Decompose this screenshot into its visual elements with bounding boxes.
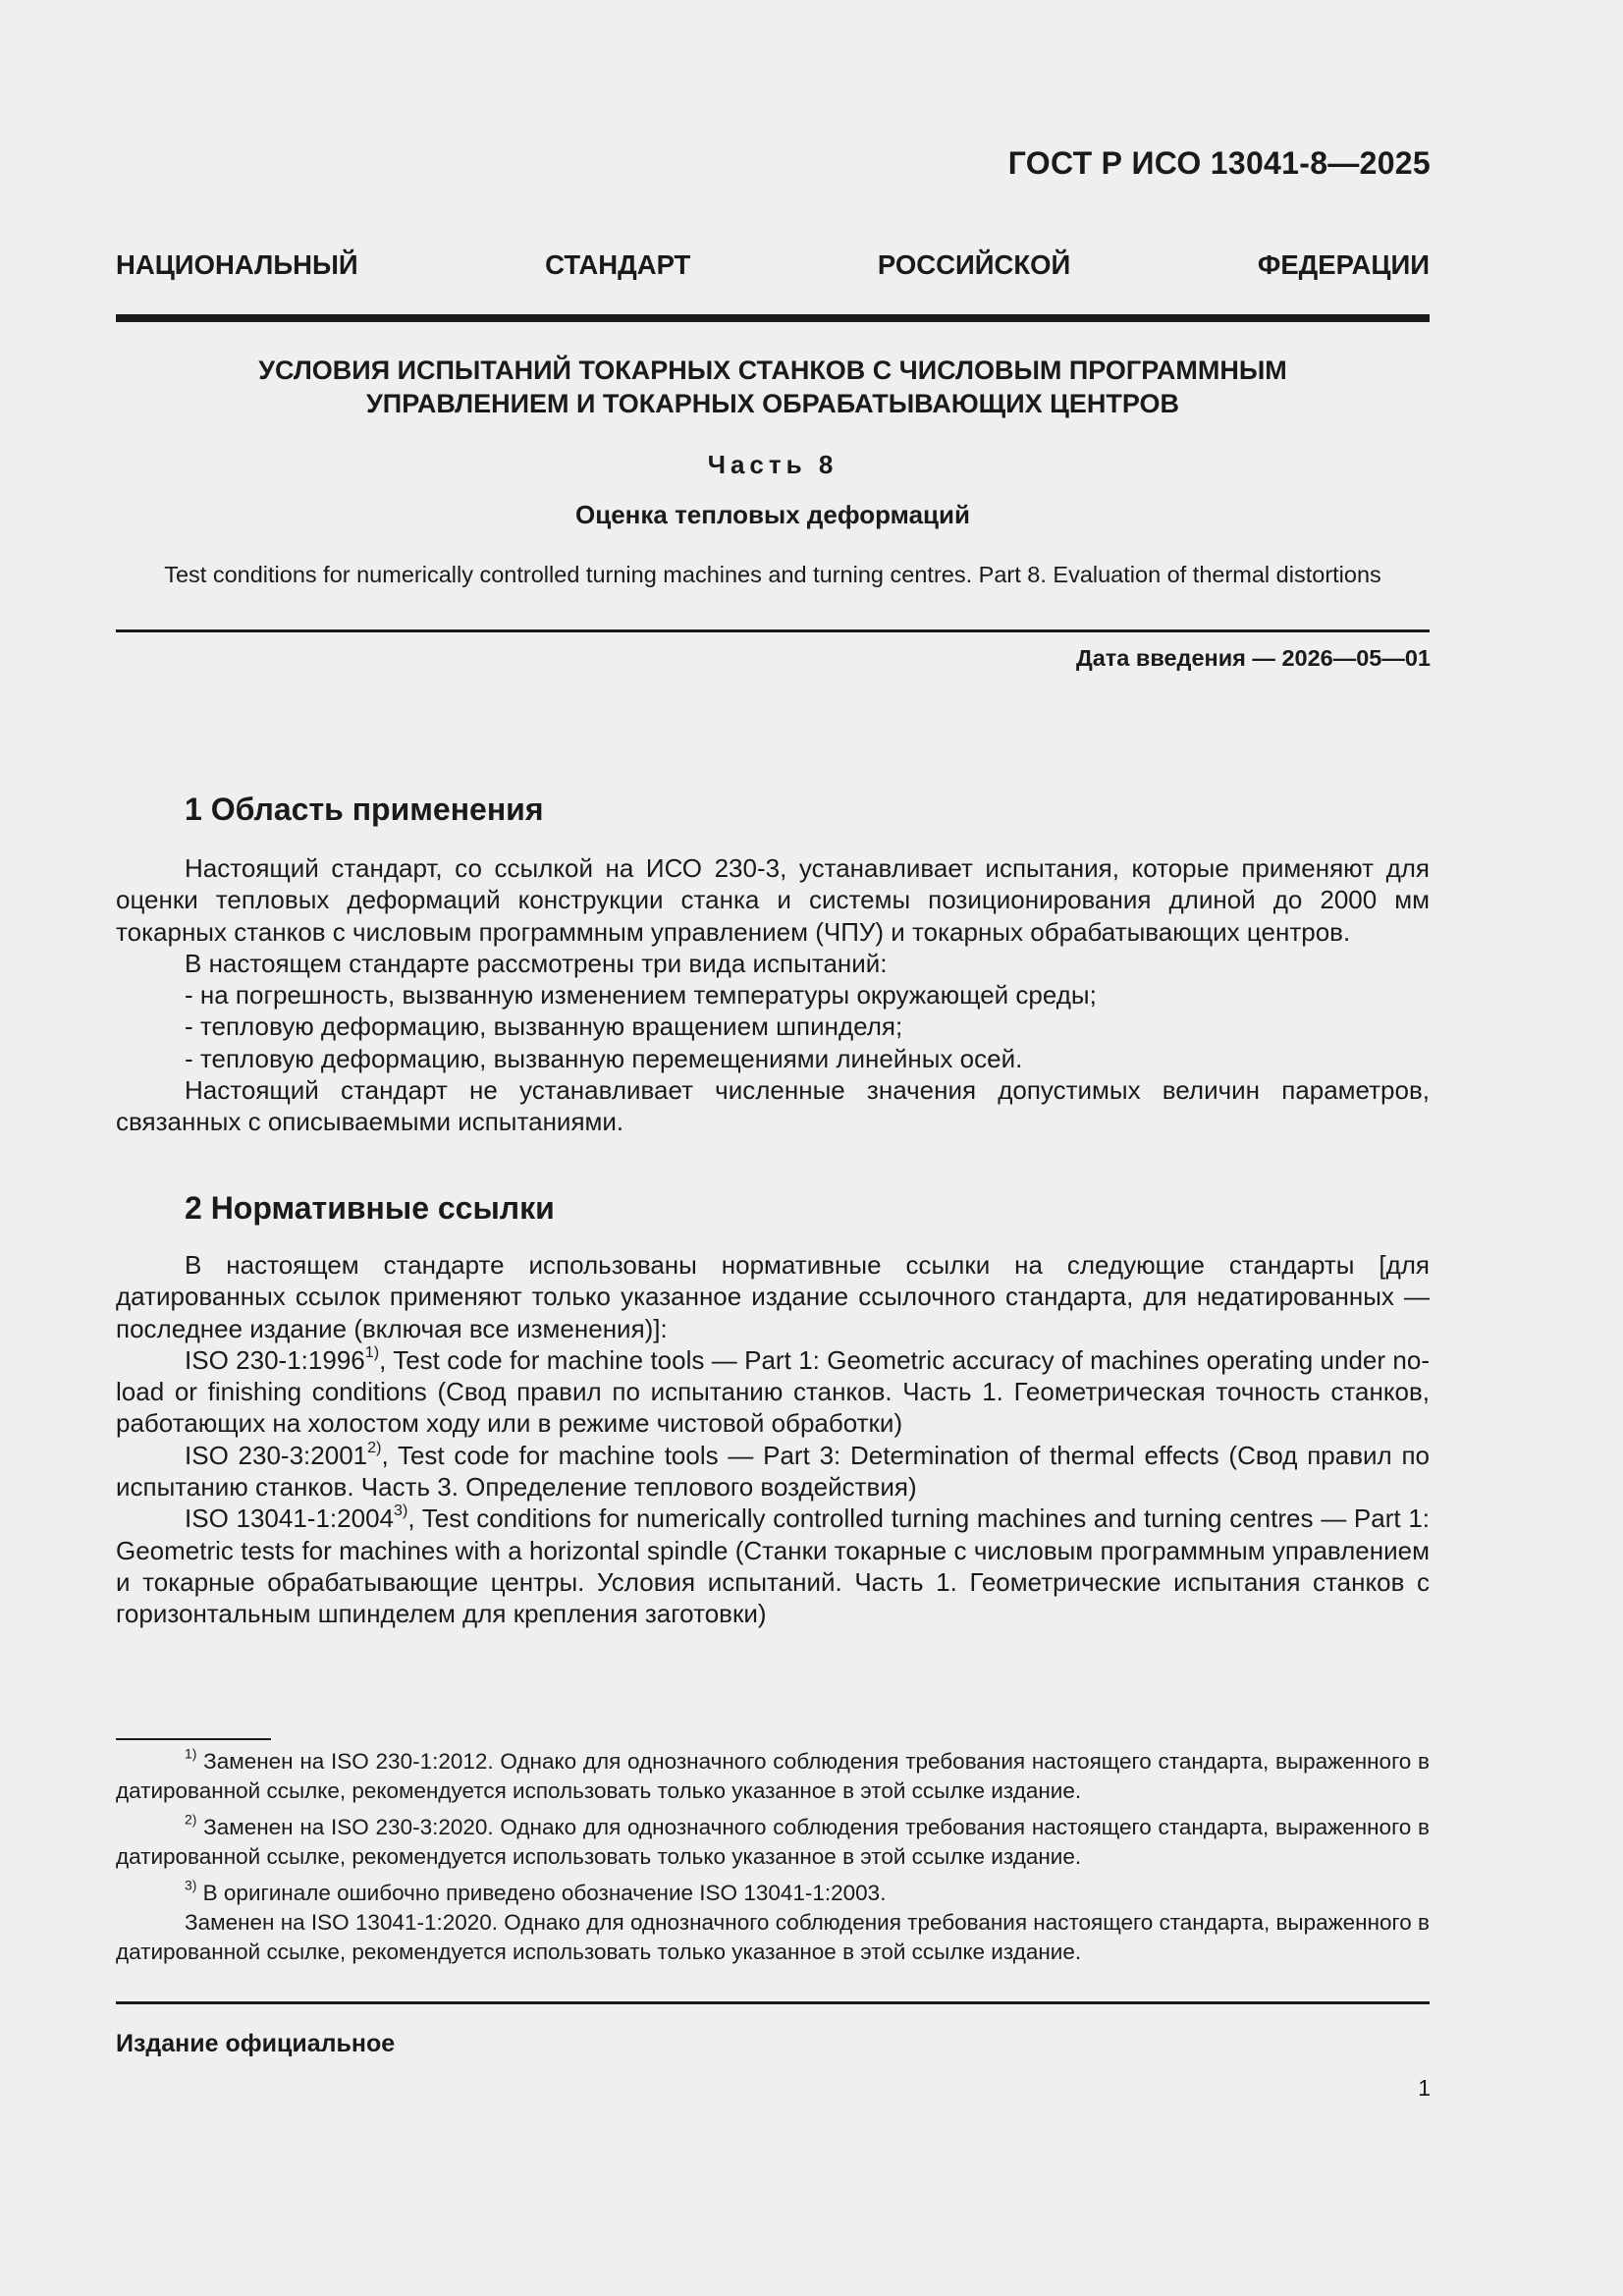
reference-entry (116, 1440, 1430, 1503)
footnote-continuation (116, 1908, 1430, 1967)
footnote-text: Заменен на ISO 13041-1:2020. Однако для однозначного соблюдения требования настоящего стандарта, выраженного в датированной ссылке, рекомендуется использовать только указанное в этой ссылке издание. (116, 1910, 1430, 1964)
reference-text: , Test conditions for numerically controlled turning machines and turning centres — Part 1: Geometric tests for machines with a horizontal spindle (Станки токарные с числовым программным управлением и токарные обрабатывающие центры. Условия испытаний. Часть 1. Геометрические испытания станков с горизонтальным шпинделем для крепления заготовки) (116, 1503, 1431, 1629)
document-number: ГОСТ Р ИСО 13041-8—2025 (1007, 145, 1431, 181)
reference-text: , Test code for machine tools — Part 1: Geometric accuracy of machines operating under no-load or finishing conditions (Свод правил по испытанию станков. Часть 1. Геометрическая точность станков, работающих на холостом ходу или в режиме чистовой обработки) (116, 1344, 1430, 1439)
section-1-paragraph: Настоящий стандарт не устанавливает численные значения допустимых величин параметров, связанных с описываемыми испытаниями. (116, 1075, 1430, 1137)
reference-text: , Test code for machine tools — Part 3: Determination of thermal effects (Свод правил по испытанию станков. Часть 3. Определение теплового воздействия) (116, 1440, 1430, 1503)
header-divider (116, 314, 1430, 322)
official-edition-label: Издание официальное (116, 2030, 396, 2057)
list-item: - тепловую деформацию, вызванную перемещениями линейных осей. (185, 1043, 1023, 1073)
reference-entry (116, 1503, 1430, 1629)
part-label: Часть 8 (707, 450, 839, 479)
section-1-paragraph: В настоящем стандарте рассмотрены три вида испытаний: (185, 948, 888, 978)
title-line-1: УСЛОВИЯ ИСПЫТАНИЙ ТОКАРНЫХ СТАНКОВ С ЧИСЛОВЫМ ПРОГРАММНЫМ (258, 355, 1287, 385)
section-1-paragraph: Настоящий стандарт, со ссылкой на ИСО 230-3, устанавливает испытания, которые применяют для оценки тепловых деформаций конструкции станка и системы позиционирования длиной до 2000 мм токарных станков с числовым программным управлением (ЧПУ) и токарных обрабатывающих центров. (116, 853, 1430, 947)
footnote-text: В оригинале ошибочно приведено обозначение ISO 13041-1:2003. (196, 1881, 887, 1905)
list-item: - на погрешность, вызванную изменением температуры окружающей среды; (185, 980, 1097, 1011)
footnote-text: Заменен на ISO 230-1:2012. Однако для однозначного соблюдения требования настоящего стандарта, выраженного в датированной ссылке, рекомендуется использовать только указанное в этой ссылке издание. (116, 1749, 1430, 1803)
footnote-text: Заменен на ISO 230-3:2020. Однако для однозначного соблюдения требования настоящего стандарта, выраженного в датированной ссылке, рекомендуется использовать только указанное в этой ссылке издание. (116, 1815, 1430, 1869)
title-divider (116, 629, 1430, 632)
title-line-2: УПРАВЛЕНИЕМ И ТОКАРНЫХ ОБРАБАТЫВАЮЩИХ ЦЕНТРОВ (366, 389, 1179, 418)
footer-divider (116, 2001, 1430, 2004)
footnote-number: 3) (185, 1877, 197, 1893)
footnote-marker[interactable]: 3) (394, 1502, 408, 1520)
document-title (116, 354, 1430, 420)
footnote-marker[interactable]: 2) (367, 1438, 382, 1456)
national-standard-banner: НАЦИОНАЛЬНЫЙ СТАНДАРТ РОССИЙСКОЙ ФЕДЕРАЦИИ (116, 249, 1430, 280)
footnotes (116, 1747, 1430, 1974)
section-2-body (116, 1249, 1430, 1630)
footnote-number: 1) (185, 1745, 197, 1762)
reference-id: ISO 230-1:1996 (185, 1344, 365, 1375)
section-2-paragraph: В настоящем стандарте использованы нормативные ссылки на следующие стандарты [для датированных ссылок применяют только указанное издание ссылочного стандарта, для недатированных — последнее издание (включая все изменения)]: (116, 1250, 1430, 1343)
page-number: 1 (1418, 2075, 1431, 2101)
part-title: Оценка тепловых деформаций (575, 500, 970, 529)
footnote-number: 2) (185, 1811, 197, 1828)
footnote-marker[interactable]: 1) (364, 1342, 380, 1361)
section-2-heading: 2 Нормативные ссылки (185, 1190, 555, 1226)
reference-entry (116, 1344, 1430, 1440)
footnote (116, 1813, 1430, 1872)
english-title: Test conditions for numerically controlled turning machines and turning centres. Part 8. Evaluation of thermal distortions (164, 562, 1381, 587)
section-1-body (116, 852, 1430, 1138)
reference-id: ISO 230-3:2001 (185, 1440, 368, 1470)
footnote (116, 1879, 1430, 1908)
section-1-heading: 1 Область применения (185, 792, 544, 827)
footnote-separator (116, 1738, 271, 1740)
footnote (116, 1747, 1430, 1806)
list-item: - тепловую деформацию, вызванную вращением шпинделя; (185, 1011, 903, 1042)
reference-id: ISO 13041-1:2004 (185, 1503, 394, 1534)
introduction-date: Дата введения — 2026—05—01 (1075, 645, 1431, 671)
